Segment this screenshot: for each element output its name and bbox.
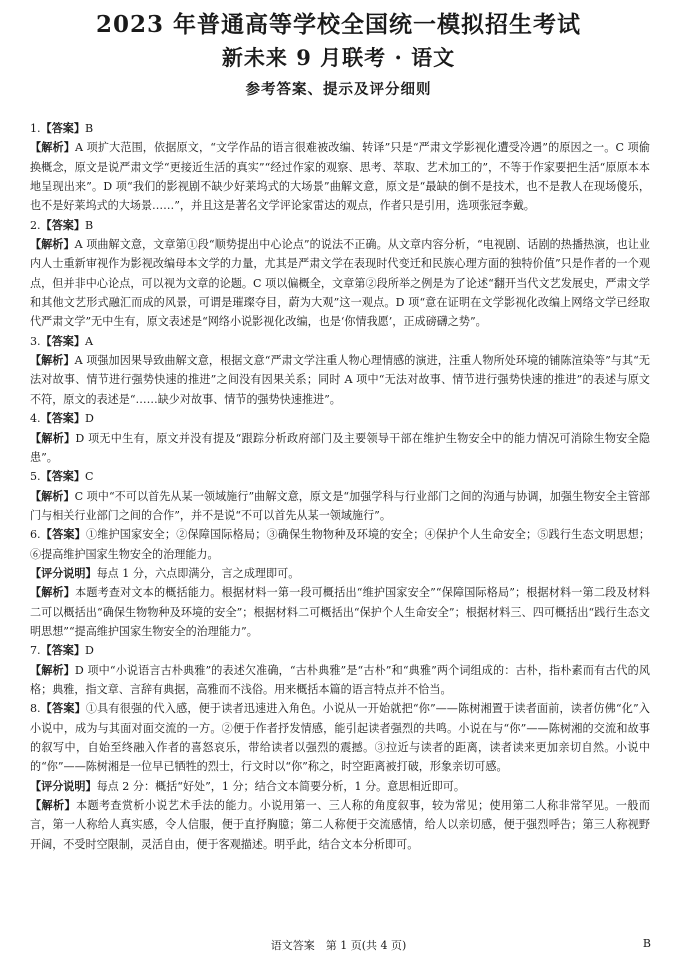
item-number: 3.	[30, 334, 41, 348]
version-mark: B	[642, 937, 651, 950]
item-tag: 【解析】	[30, 586, 76, 600]
item-tag: 【解析】	[30, 489, 75, 503]
answer-item	[30, 332, 650, 351]
item-tag: 【答案】	[40, 470, 85, 484]
page-title: 2023 年普通高等学校全国统一模拟招生考试	[95, 11, 582, 38]
item-tag: 【答案】	[40, 702, 86, 716]
answer-item	[30, 235, 650, 332]
answer-item	[30, 525, 650, 564]
item-number: 8.	[30, 702, 41, 716]
item-tag: 【答案】	[40, 644, 85, 658]
answer-item	[30, 796, 650, 854]
item-number: 4.	[30, 412, 41, 426]
answer-item	[30, 409, 650, 428]
answer-item	[30, 216, 650, 235]
item-tag: 【评分说明】	[30, 779, 97, 793]
item-text: B	[84, 218, 94, 232]
answer-content	[30, 119, 650, 854]
item-tag: 【答案】	[40, 528, 86, 542]
item-tag: 【评分说明】	[30, 566, 97, 580]
item-text: 本题考查对文本的概括能力。根据材料一第一段可概括出“维护国家安全”“保障国际格局”；根据材料一第二段及材料二可以概括出“确保生物物种及环境的安全”；根据材料二可概括出“保护个人生命安全”；根据材料三、四可概括出“践行生态文明思想”“提高维护国家生物安全的治理能力”。	[30, 586, 650, 638]
page-footer: 语文答案 第 1 页(共 4 页)	[270, 939, 407, 952]
item-text: 每点 2 分：概括“好处”，1 分；结合文本简要分析，1 分。意思相近即可。	[96, 779, 465, 793]
answer-item	[30, 564, 650, 583]
answer-item	[30, 351, 650, 409]
answer-item	[30, 661, 650, 700]
item-text: 本题考查赏析小说艺术手法的能力。小说用第一、三人称的角度叙事，较为常见；使用第二人称非常罕见。一般而言，第一人称给人真实感，令人信服，便于直抒胸臆；第二人称便于交流感情，给人以亲切感，便于强烈呼告；第三人称视野开阔，不受时空限制，灵活自由，便于客观描述。明乎此，结合文本分析即可。	[30, 799, 650, 851]
item-text: A 项扩大范围，依据原文，“文学作品的语言很难被改编、转译”只是“严肃文学影视化遭受冷遇”的原因之一。C 项偷换概念，原文是说严肃文学“更接近生活的真实”“经过作家的观察、思考、萃取、艺术加工的”，不等于作家要把生活“原原本本地呈现出来”。D 项“我们的影视剧不缺少好莱坞式的大场景”曲解文意，原文是“最缺的倒不是技术，也不是教人在现场傻乐，也不是好莱坞式的大场景……”，并且这是著名文学评论家雷达的观点，作者只是引用，选项张冠李戴。	[30, 141, 650, 213]
answer-item	[30, 777, 650, 796]
item-number: 2.	[30, 218, 41, 232]
item-tag: 【解析】	[30, 799, 76, 813]
item-tag: 【答案】	[40, 412, 85, 426]
item-text: C	[84, 470, 94, 484]
item-number: 6.	[30, 528, 41, 542]
item-text: B	[84, 122, 94, 135]
item-tag: 【答案】	[40, 122, 85, 135]
item-number: 5.	[30, 470, 41, 484]
answer-item	[30, 641, 650, 660]
item-text: D	[84, 644, 94, 658]
item-tag: 【解析】	[30, 238, 75, 252]
answer-item	[30, 429, 650, 468]
item-text: ①维护国家安全；②保障国际格局；③确保生物物种及环境的安全；④保护个人生命安全；⑤践行生态文明思想；⑥提高维护国家生物安全的治理能力。	[30, 528, 650, 561]
item-tag: 【答案】	[40, 334, 85, 348]
page-subtitle: 新未来 9 月联考 · 语文	[221, 45, 456, 70]
item-tag: 【解析】	[30, 354, 75, 368]
item-text: A	[84, 334, 93, 348]
answer-item	[30, 487, 650, 526]
item-text: D 项中“小说语言古朴典雅”的表述欠准确，“古朴典雅”是“古朴”和“典雅”两个词组成的：古朴，指朴素而有古代的风格；典雅，指文章、言辞有典据，高雅而不浅俗。用来概括本篇的语言特点并不恰当。	[30, 663, 650, 696]
item-text: ①具有很强的代入感，便于读者迅速进入角色。小说从一开始就把“你”——陈树湘置于读者面前，读者仿佛“化”入小说中，成为与其面对面交流的一方。②便于作者抒发情感，能引起读者强烈的共鸣。小说在与“你”——陈树湘的交流和故事的叙写中，自始至终融入作者的喜怒哀乐，带给读者以强烈的震撼。③拉近与读者的距离，读者读来更加亲切自然。小说中的“你”——陈树湘是一位早已牺牲的烈士，行文时以“你”称之，时空距离被打破，形象亲切可感。	[30, 702, 650, 774]
item-tag: 【答案】	[40, 218, 85, 232]
answer-item	[30, 119, 650, 138]
item-text: A 项曲解文意，文章第①段“顺势提出中心论点”的说法不正确。从文章内容分析，“电视剧、话剧的热播热演，也让业内人士重新审视作为影视改编母本文学的力量，尤其是严肃文学在表现时代变迁和民族心理方面的独特价值”只是作者的一个观点，但并非中心论点，可以视为文章的论题。C 项以偏概全，文章第②段所举之例是为了论述“翻开当代文艺发展史，严肃文学和其他文艺形式融汇而成的风景，可谓是璀璨夺目，蔚为大观”这一观点。D 项“意在证明在文学影视化改编上网络文学已经取代严肃文学”无中生有，原文表述是“网络小说影视化改编，也是‘你情我愿’，正成磅礴之势”。	[30, 238, 650, 329]
item-text: C 项中“不可以首先从某一领域施行”曲解文意，原文是“加强学科与行业部门之间的沟通与协调，加强生物安全主管部门与相关行业部门之间的合作”，并不是说“不可以首先从某一领域施行”。	[30, 489, 650, 522]
item-tag: 【解析】	[30, 431, 76, 445]
section-heading: 参考答案、提示及评分细则	[245, 81, 432, 98]
answer-item	[30, 699, 650, 776]
item-text: A 项强加因果导致曲解文意，根据文意“严肃文学注重人物心理情感的演进，注重人物所处环境的铺陈渲染等”与其“无法对故事、情节进行强势快速的推进”之间没有因果关系；同时 A 项中“无法对故事、情节进行强势快速的推进”的表述与原文不符，原文的表述是“……缺少对故事、情节的强势快速推进”。	[30, 354, 650, 406]
item-text: D 项无中生有，原文并没有提及“跟踪分析政府部门及主要领导干部在维护生物安全中的能力情况可消除生物安全隐患”。	[30, 431, 650, 464]
item-tag: 【解析】	[30, 141, 75, 155]
answer-item	[30, 583, 650, 641]
item-text: 每点 1 分，六点即满分，言之成理即可。	[96, 566, 300, 580]
item-text: D	[84, 412, 94, 426]
answer-item	[30, 138, 650, 215]
item-number: 7.	[30, 644, 41, 658]
item-number: 1.	[30, 122, 41, 135]
answer-item	[30, 467, 650, 486]
item-tag: 【解析】	[30, 663, 75, 677]
